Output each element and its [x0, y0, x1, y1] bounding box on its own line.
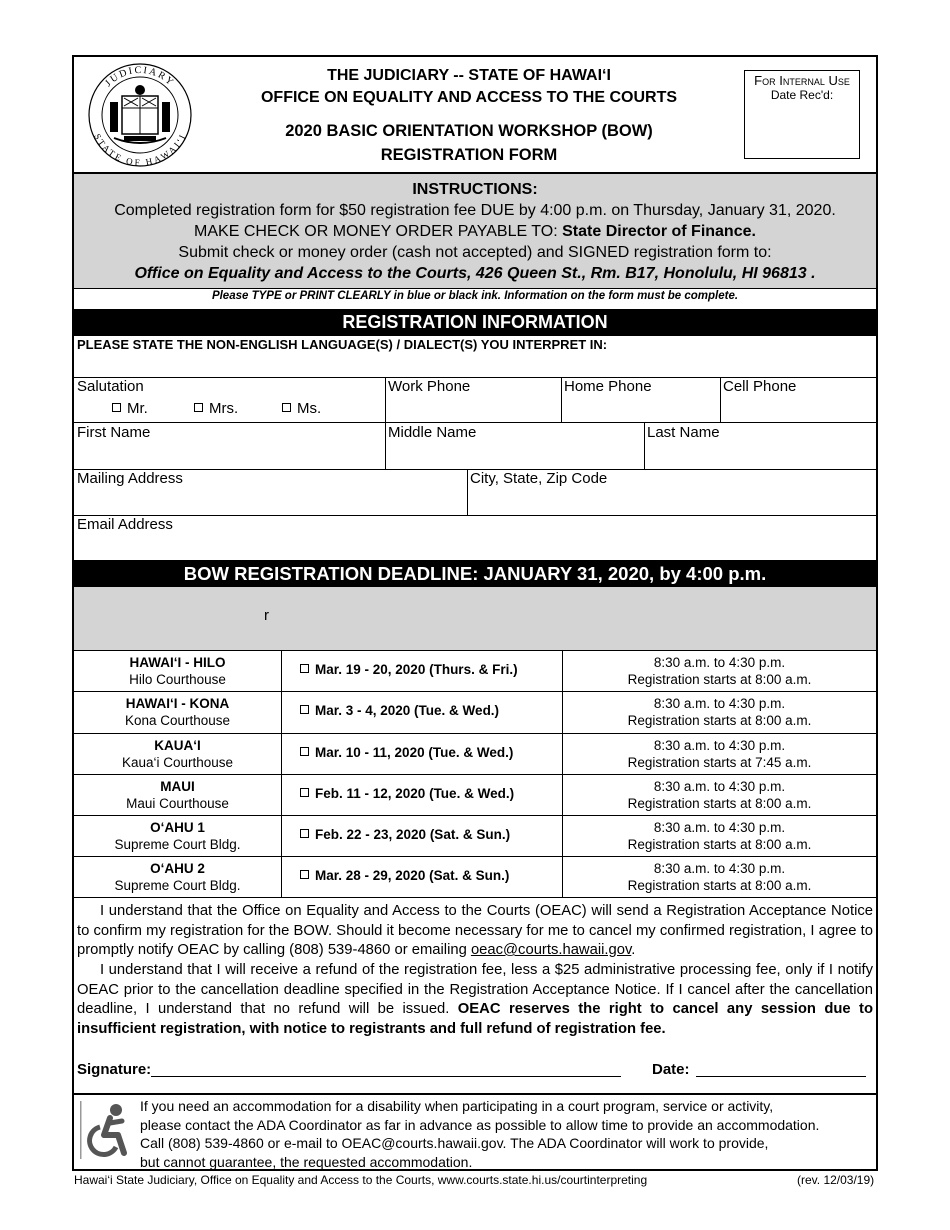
registration-start: Registration starts at 7:45 a.m. [627, 755, 812, 770]
session-location [74, 819, 281, 853]
session-location [74, 860, 281, 894]
oeac-email-link[interactable]: oeac@courts.hawaii.gov [470, 942, 632, 958]
venue-name: Maui Courthouse [126, 796, 229, 811]
cell-phone-field[interactable]: Cell Phone [723, 378, 797, 395]
location-name: O‘AHU 1 [150, 820, 205, 835]
last-name-field[interactable]: Last Name [647, 424, 720, 441]
session-time [563, 737, 876, 771]
session-row [74, 651, 876, 692]
internal-use-box [744, 70, 860, 159]
registration-start: Registration starts at 8:00 a.m. [627, 796, 812, 811]
venue-name: Supreme Court Bldg. [114, 837, 241, 852]
instructions-address: Office on Equality and Access to the Courts, 426 Queen St., Rm. B17, Honolulu, HI 96813 . [134, 265, 816, 282]
session-dates: Mar. 10 - 11, 2020 (Tue. & Wed.) [315, 745, 514, 760]
venue-name: Kona Courthouse [124, 713, 231, 728]
print-clearly-note: Please TYPE or PRINT CLEARLY in blue or black ink. Information on the form must be complete. [211, 290, 739, 302]
venue-name: Kaua‘i Courthouse [121, 755, 234, 770]
salutation-ms-checkbox[interactable] [282, 400, 321, 417]
session-time [563, 860, 876, 894]
registration-start: Registration starts at 8:00 a.m. [627, 713, 812, 728]
work-phone-field[interactable]: Work Phone [388, 378, 471, 395]
wheelchair-accessibility-icon [80, 1101, 132, 1159]
session-time [563, 695, 876, 729]
session-location [74, 778, 281, 812]
instructions-title: INSTRUCTIONS: [412, 181, 538, 198]
seal-text-bottom: STATE OF HAWAI‘I [92, 131, 188, 168]
checkbox-icon [300, 788, 309, 797]
session-dates: Mar. 28 - 29, 2020 (Sat. & Sun.) [315, 868, 510, 883]
checkbox-icon [194, 403, 203, 412]
checkbox-icon [300, 664, 309, 673]
divider [74, 897, 876, 898]
date-label: Date: [652, 1061, 690, 1078]
session-location [74, 695, 281, 729]
header-office: OFFICE ON EQUALITY AND ACCESS TO THE COURTS [260, 89, 678, 106]
location-name: HAWAI‘I - HILO [129, 655, 226, 670]
salutation-mrs-checkbox[interactable] [194, 400, 238, 417]
checkbox-icon [300, 747, 309, 756]
divider [74, 515, 876, 516]
instructions-panel [74, 174, 876, 288]
time-range: 8:30 a.m. to 4:30 p.m. [653, 861, 786, 876]
divider [561, 377, 562, 422]
session-date-checkbox[interactable] [300, 786, 560, 801]
session-dates: Feb. 22 - 23, 2020 (Sat. & Sun.) [315, 827, 511, 842]
divider [74, 288, 876, 289]
instructions-fee: Completed registration form for $50 registration fee DUE by 4:00 p.m. on Thursday, January 31, 2020. [114, 202, 836, 219]
first-name-field[interactable]: First Name [77, 424, 151, 441]
session-date-checkbox[interactable] [300, 745, 560, 760]
location-name: KAUA‘I [154, 738, 201, 753]
instructions-payable [74, 221, 876, 242]
deadline-banner: BOW REGISTRATION DEADLINE: JANUARY 31, 2020, by 4:00 p.m. [74, 560, 876, 587]
venue-name: Hilo Courthouse [129, 672, 226, 687]
session-time [563, 654, 876, 688]
agreement-text-end: . [631, 942, 636, 958]
date-field[interactable] [652, 1061, 866, 1078]
cancellation-notice: OEAC reserves the right to cancel any session due to insufficient registration, with notice to registrants and full refund of registration fee. [77, 1001, 874, 1037]
salutation-ms-label: Ms. [297, 400, 322, 417]
time-range: 8:30 a.m. to 4:30 p.m. [653, 655, 786, 670]
footer-text: Hawai‘i State Judiciary, Office on Equality and Access to the Courts, www.courts.state.hi.us/courtinterpreting [74, 1173, 648, 1187]
checkbox-icon [300, 705, 309, 714]
session-location [74, 654, 281, 688]
divider [467, 469, 468, 515]
grey-info-box [74, 587, 876, 650]
venue-name: Supreme Court Bldg. [114, 878, 241, 893]
session-location [74, 737, 281, 771]
session-row [74, 857, 876, 898]
divider [720, 377, 721, 422]
ada-line: but cannot guarantee, the requested accommodation. [140, 1153, 473, 1170]
salutation-mr-checkbox[interactable] [112, 400, 148, 417]
divider [74, 422, 876, 423]
session-date-checkbox[interactable] [300, 827, 560, 842]
grey-box-text: r [264, 607, 269, 624]
judiciary-seal-icon [84, 62, 196, 168]
language-prompt: PLEASE STATE THE NON-ENGLISH LANGUAGE(S) / DIALECT(S) YOU INTERPRET IN: [77, 337, 608, 352]
refund-text: I understand that I will receive a refund of the registration fee, less a $25 administrative processing fee, only if I notify OEAC prior to the cancellation deadline specified in the Registration Acceptance Notice. If I cancel after the cancellation deadline, I understand that no refund will be issued. [77, 962, 873, 1017]
session-dates: Feb. 11 - 12, 2020 (Tue. & Wed.) [315, 786, 515, 801]
session-date-checkbox[interactable] [300, 703, 560, 718]
session-dates: Mar. 3 - 4, 2020 (Tue. & Wed.) [315, 703, 500, 718]
session-row [74, 692, 876, 733]
internal-use-label: For Internal Use [754, 73, 850, 88]
session-row [74, 734, 876, 775]
mailing-address-field[interactable]: Mailing Address [77, 470, 183, 487]
session-date-checkbox[interactable] [300, 868, 560, 883]
payable-prefix: MAKE CHECK OR MONEY ORDER PAYABLE TO: [194, 223, 563, 240]
payable-to: State Director of Finance. [562, 223, 756, 240]
agreement-paragraph-1 [77, 902, 873, 961]
session-time [563, 819, 876, 853]
middle-name-field[interactable]: Middle Name [388, 424, 477, 441]
checkbox-icon [300, 870, 309, 879]
checkbox-icon [112, 403, 121, 412]
salutation-mrs-label: Mrs. [209, 400, 239, 417]
divider [74, 1093, 876, 1095]
email-address-field[interactable]: Email Address [77, 516, 173, 533]
header-judiciary: THE JUDICIARY -- STATE OF HAWAI‘I [327, 67, 611, 84]
ada-line: please contact the ADA Coordinator as far in advance as possible to allow time to provide an accommodation. [140, 1116, 820, 1133]
home-phone-field[interactable]: Home Phone [564, 378, 652, 395]
header-workshop: 2020 BASIC ORIENTATION WORKSHOP (BOW) [285, 122, 653, 140]
session-time [563, 778, 876, 812]
signature-field[interactable] [77, 1061, 621, 1078]
session-dates: Mar. 19 - 20, 2020 (Thurs. & Fri.) [315, 662, 518, 677]
salutation-label: Salutation [77, 378, 144, 395]
date-line [696, 1076, 866, 1077]
ada-line: Call (808) 539-4860 or e-mail to OEAC@courts.hawaii.gov. The ADA Coordinator will work to provide, [140, 1135, 769, 1151]
signature-line [151, 1076, 621, 1077]
revision-date: (rev. 12/03/19) [797, 1173, 875, 1187]
divider [644, 422, 645, 470]
registration-start: Registration starts at 8:00 a.m. [627, 837, 812, 852]
header-form-title: REGISTRATION FORM [380, 146, 558, 164]
location-name: O‘AHU 2 [150, 861, 205, 876]
location-name: MAUI [160, 779, 195, 794]
registration-start: Registration starts at 8:00 a.m. [627, 672, 812, 687]
instructions-submit: Submit check or money order (cash not accepted) and SIGNED registration form to: [178, 244, 772, 261]
language-input[interactable] [77, 353, 873, 375]
registration-start: Registration starts at 8:00 a.m. [627, 878, 812, 893]
agreement-text: I understand that the Office on Equality and Access to the Courts (OEAC) will send a Registration Acceptance Notice to confirm my registration for the BOW. Should it become necessary for me to cancel my confirmed registration, I agree to promptly notify OEAC by calling (808) 539-4860 or emailing [77, 903, 873, 958]
registration-section-title: REGISTRATION INFORMATION [74, 309, 876, 336]
session-row [74, 816, 876, 857]
registration-form [72, 55, 878, 1171]
ada-line: If you need an accommodation for a disability when participating in a court program, service or activity, [140, 1098, 774, 1114]
salutation-mr-label: Mr. [127, 400, 148, 417]
agreement-paragraph-2 [77, 961, 873, 1039]
checkbox-icon [300, 829, 309, 838]
city-state-zip-field[interactable]: City, State, Zip Code [470, 470, 608, 487]
location-name: HAWAI‘I - KONA [125, 696, 230, 711]
checkbox-icon [282, 403, 291, 412]
seal-text-top: JUDICIARY [103, 64, 177, 90]
time-range: 8:30 a.m. to 4:30 p.m. [653, 779, 786, 794]
signature-label: Signature: [77, 1061, 152, 1078]
date-received-label: Date Rec'd: [770, 88, 834, 102]
ada-notice [140, 1097, 870, 1171]
time-range: 8:30 a.m. to 4:30 p.m. [653, 820, 786, 835]
time-range: 8:30 a.m. to 4:30 p.m. [653, 696, 786, 711]
time-range: 8:30 a.m. to 4:30 p.m. [653, 738, 786, 753]
divider [385, 377, 386, 470]
session-row [74, 775, 876, 816]
session-date-checkbox[interactable] [300, 662, 560, 677]
